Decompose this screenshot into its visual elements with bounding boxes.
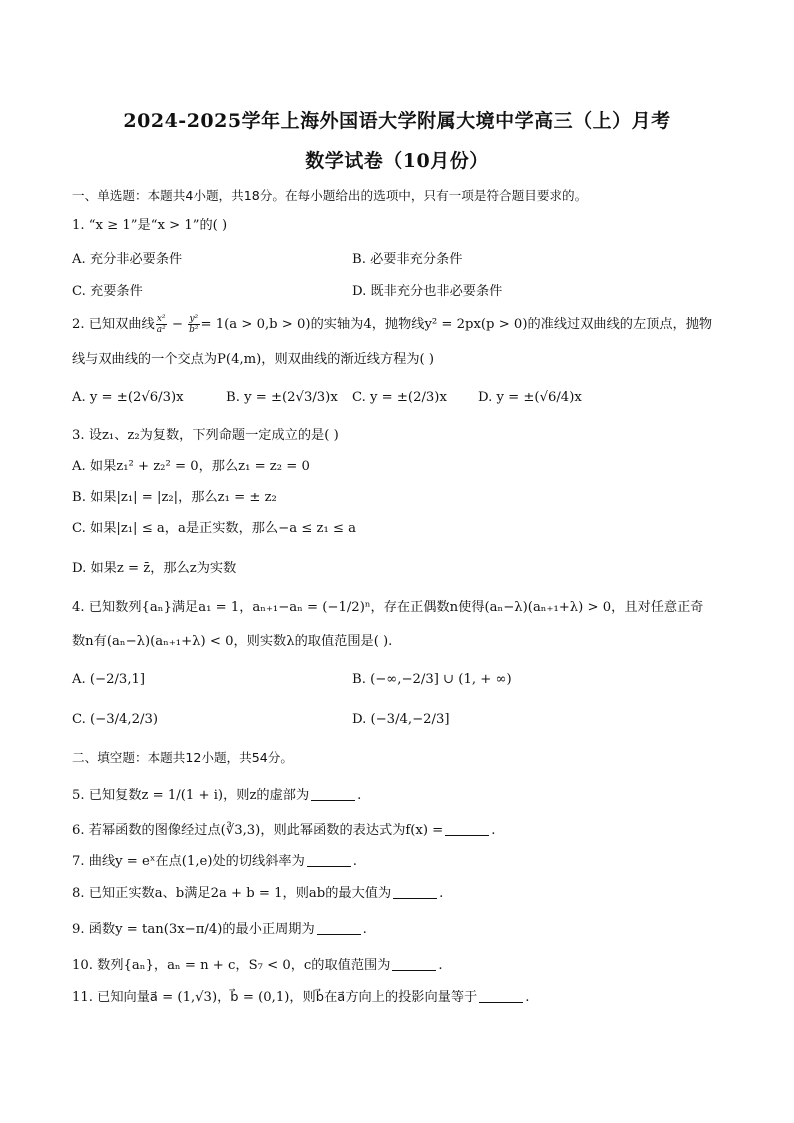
question-2-option-a: A. y = ±(2√6/3)x xyxy=(72,390,184,405)
question-2-option-c: C. y = ±(2/3)x xyxy=(352,390,447,405)
answer-blank xyxy=(479,988,523,1003)
section-header-single-choice: 一、单选题：本题共4小题，共18分。在每小题给出的选项中，只有一项是符合题目要求的。 xyxy=(72,188,588,203)
exam-subtitle: 数学试卷（10月份） xyxy=(305,150,489,172)
fill-question-6 xyxy=(72,821,495,841)
question-3-option-a: A. 如果z₁² + z₂² = 0，那么z₁ = z₂ = 0 xyxy=(72,459,310,474)
fill-question-8-end: . xyxy=(439,886,444,901)
question-1-option-a: A. 充分非必要条件 xyxy=(72,252,183,267)
question-4-option-a: A. (−2/3,1] xyxy=(72,672,146,687)
fill-question-9 xyxy=(72,920,367,940)
question-3-option-c: C. 如果|z₁| ≤ a，a是正实数，那么−a ≤ z₁ ≤ a xyxy=(72,521,357,536)
question-2-stem-part1: 2. 已知双曲线 xyxy=(72,317,155,332)
fill-question-5-text: 5. 已知复数z = 1/(1 + i)，则z的虚部为 xyxy=(72,788,310,803)
question-2-stem: 2. 已知双曲线 $\frac{\text{x²}}{\text{a²}}$ − $\frac{\text{y²}}{\text{b²}}$ = 1(a > 0,b > 0)的实轴为4，抛物线y² = 2px(p > 0)的准线过双曲线的左顶点，抛物 xyxy=(72,314,713,335)
hyperbola-x-term: $\frac{\text{x²}}{\text{a²}}$ xyxy=(156,314,166,335)
fill-question-11-end: . xyxy=(525,990,530,1005)
question-4-stem-line2: 数n有(aₙ−λ)(aₙ₊₁+λ) < 0，则实数λ的取值范围是( ). xyxy=(72,634,393,649)
answer-blank xyxy=(311,786,355,801)
fill-question-11-text: 11. 已知向量a⃗ = (1,√3)，b⃗ = (0,1)，则b⃗在a⃗方向上的投影向量等于 xyxy=(72,990,478,1005)
question-4-option-d: D. (−3/4,−2/3] xyxy=(352,712,450,727)
answer-blank xyxy=(307,852,351,867)
fill-question-6-end: . xyxy=(491,823,496,838)
question-4-option-b: B. (−∞,−2/3] ∪ (1, + ∞) xyxy=(352,672,512,687)
fill-question-9-text: 9. 函数y = tan(3x−π/4)的最小正周期为 xyxy=(72,922,315,937)
question-2-stem-line2: 线与双曲线的一个交点为P(4,m)，则双曲线的渐近线方程为( ) xyxy=(72,352,435,367)
question-3-option-d: D. 如果z = z̄，那么z为实数 xyxy=(72,561,237,576)
question-3-option-b: B. 如果|z₁| = |z₂|，那么z₁ = ± z₂ xyxy=(72,490,277,505)
question-2-option-d: D. y = ±(√6/4)x xyxy=(478,390,582,405)
fill-question-5-end: . xyxy=(357,788,362,803)
fill-question-10-text: 10. 数列{aₙ}，aₙ = n + c，S₇ < 0，c的取值范围为 xyxy=(72,958,391,973)
question-2-stem-part2: = 1(a > 0,b > 0)的实轴为4，抛物线y² = 2px(p > 0)的准线过双曲线的左顶点，抛物 xyxy=(200,317,713,332)
question-1-option-d: D. 既非充分也非必要条件 xyxy=(352,284,503,299)
fill-question-6-text: 6. 若幂函数的图像经过点(∛3,3)，则此幂函数的表达式为f(x) = xyxy=(72,823,444,838)
answer-blank xyxy=(445,821,489,836)
section-header-fill-in: 二、填空题：本题共12小题，共54分。 xyxy=(72,750,293,765)
answer-blank xyxy=(317,920,361,935)
hyperbola-y-term: $\frac{\text{y²}}{\text{b²}}$ xyxy=(189,314,199,335)
question-4-option-c: C. (−3/4,2/3) xyxy=(72,712,158,727)
fill-question-8 xyxy=(72,884,443,904)
fill-question-10-end: . xyxy=(438,958,443,973)
fill-question-8-text: 8. 已知正实数a、b满足2a + b = 1，则ab的最大值为 xyxy=(72,886,392,901)
fill-question-5 xyxy=(72,786,361,806)
exam-title: 2024-2025学年上海外国语大学附属大境中学高三（上）月考 xyxy=(123,110,671,132)
question-1-option-b: B. 必要非充分条件 xyxy=(352,252,463,267)
fill-question-7-text: 7. 曲线y = eˣ在点(1,e)处的切线斜率为 xyxy=(72,854,305,869)
answer-blank xyxy=(392,956,436,971)
question-1-option-c: C. 充要条件 xyxy=(72,284,143,299)
fill-question-10 xyxy=(72,956,443,976)
fill-question-11 xyxy=(72,988,529,1008)
question-3-stem: 3. 设z₁、z₂为复数，下列命题一定成立的是( ) xyxy=(72,428,339,443)
question-2-option-b: B. y = ±(2√3/3)x xyxy=(226,390,338,405)
fill-question-9-end: . xyxy=(362,922,367,937)
fill-question-7-end: . xyxy=(352,854,357,869)
answer-blank xyxy=(393,884,437,899)
fill-question-7 xyxy=(72,852,357,872)
question-4-stem-line1: 4. 已知数列{aₙ}满足a₁ = 1，aₙ₊₁−aₙ = (−1/2)ⁿ，存在正偶数n使得(aₙ−λ)(aₙ₊₁+λ) > 0，且对任意正奇 xyxy=(72,600,704,615)
question-1-stem: 1. “x ≥ 1”是“x > 1”的( ) xyxy=(72,218,228,233)
